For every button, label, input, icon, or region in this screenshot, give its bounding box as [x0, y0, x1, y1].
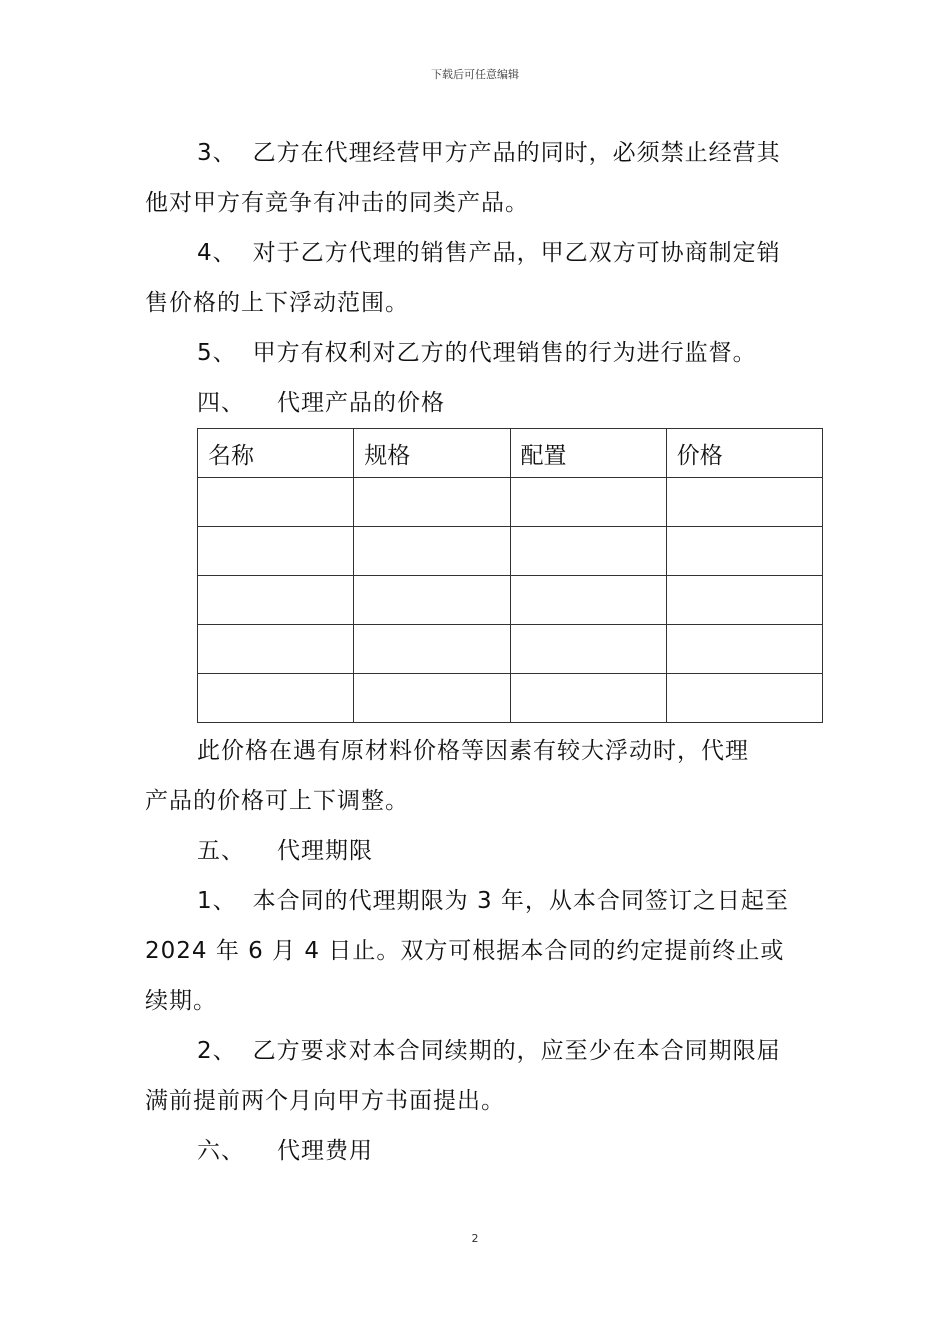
term-clause-1-line-1 [145, 876, 807, 926]
table-cell [198, 478, 354, 527]
section-4-number: 四、 [197, 390, 245, 416]
clause-4-text: 对于乙方代理的销售产品，甲乙双方可协商制定销 [252, 240, 781, 266]
term-clause-1-line-3: 续期。 [145, 988, 217, 1014]
page-header: 下载后可任意编辑 [431, 68, 519, 81]
table-row [198, 527, 823, 576]
clause-5-number: 5、 [197, 340, 237, 366]
term-clause-1-line-2: 2024 年 6 月 4 日止。双方可根据本合同的约定提前终止或 [145, 938, 785, 964]
price-note-line-2: 产品的价格可上下调整。 [145, 788, 409, 814]
term-clause-1-text: 本合同的代理期限为 3 年，从本合同签订之日起至 [252, 888, 789, 914]
section-6-number: 六、 [197, 1138, 245, 1164]
table-cell [666, 625, 822, 674]
price-table [197, 428, 823, 723]
section-5-heading [145, 826, 807, 876]
term-clause-2-text: 乙方要求对本合同续期的，应至少在本合同期限届 [252, 1038, 781, 1064]
table-cell [198, 674, 354, 723]
section-6-heading [145, 1126, 807, 1176]
table-row [198, 478, 823, 527]
table-cell [666, 478, 822, 527]
table-cell [354, 674, 510, 723]
table-cell [354, 478, 510, 527]
term-clause-2-number: 2、 [197, 1038, 237, 1064]
section-4-heading [145, 378, 807, 428]
table-cell [354, 576, 510, 625]
table-cell [666, 527, 822, 576]
table-header-spec: 规格 [354, 429, 510, 478]
clause-4-line-2: 售价格的上下浮动范围。 [145, 290, 409, 316]
clause-3-text: 乙方在代理经营甲方产品的同时，必须禁止经营其 [252, 140, 781, 166]
section-5-number: 五、 [197, 838, 245, 864]
table-header-price: 价格 [666, 429, 822, 478]
table-cell [666, 674, 822, 723]
clause-5-text: 甲方有权利对乙方的代理销售的行为进行监督。 [252, 340, 757, 366]
section-4-title: 代理产品的价格 [277, 390, 445, 416]
clause-4-line-1 [145, 228, 807, 278]
term-clause-2-line-1 [145, 1026, 807, 1076]
table-header-row [198, 429, 823, 478]
document-body [145, 128, 807, 1176]
price-note-line-1: 此价格在遇有原材料价格等因素有较大浮动时，代理 [197, 738, 749, 764]
table-cell [510, 478, 666, 527]
term-clause-1-number: 1、 [197, 888, 237, 914]
section-6-title: 代理费用 [277, 1138, 373, 1164]
table-cell [198, 527, 354, 576]
table-cell [354, 625, 510, 674]
clause-4-number: 4、 [197, 240, 237, 266]
table-cell [510, 674, 666, 723]
table-cell [198, 576, 354, 625]
table-row [198, 625, 823, 674]
table-cell [510, 576, 666, 625]
table-cell [198, 625, 354, 674]
table-cell [666, 576, 822, 625]
table-cell [510, 527, 666, 576]
page-number: 2 [471, 1232, 479, 1245]
clause-3-line-1 [145, 128, 807, 178]
clause-3-line-2: 他对甲方有竞争有冲击的同类产品。 [145, 190, 529, 216]
table-header-name: 名称 [198, 429, 354, 478]
clause-5-line-1 [145, 328, 807, 378]
table-row [198, 674, 823, 723]
table-cell [510, 625, 666, 674]
term-clause-2-line-2: 满前提前两个月向甲方书面提出。 [145, 1088, 505, 1114]
section-5-title: 代理期限 [277, 838, 373, 864]
table-row [198, 576, 823, 625]
clause-3-number: 3、 [197, 140, 237, 166]
table-header-config: 配置 [510, 429, 666, 478]
table-cell [354, 527, 510, 576]
